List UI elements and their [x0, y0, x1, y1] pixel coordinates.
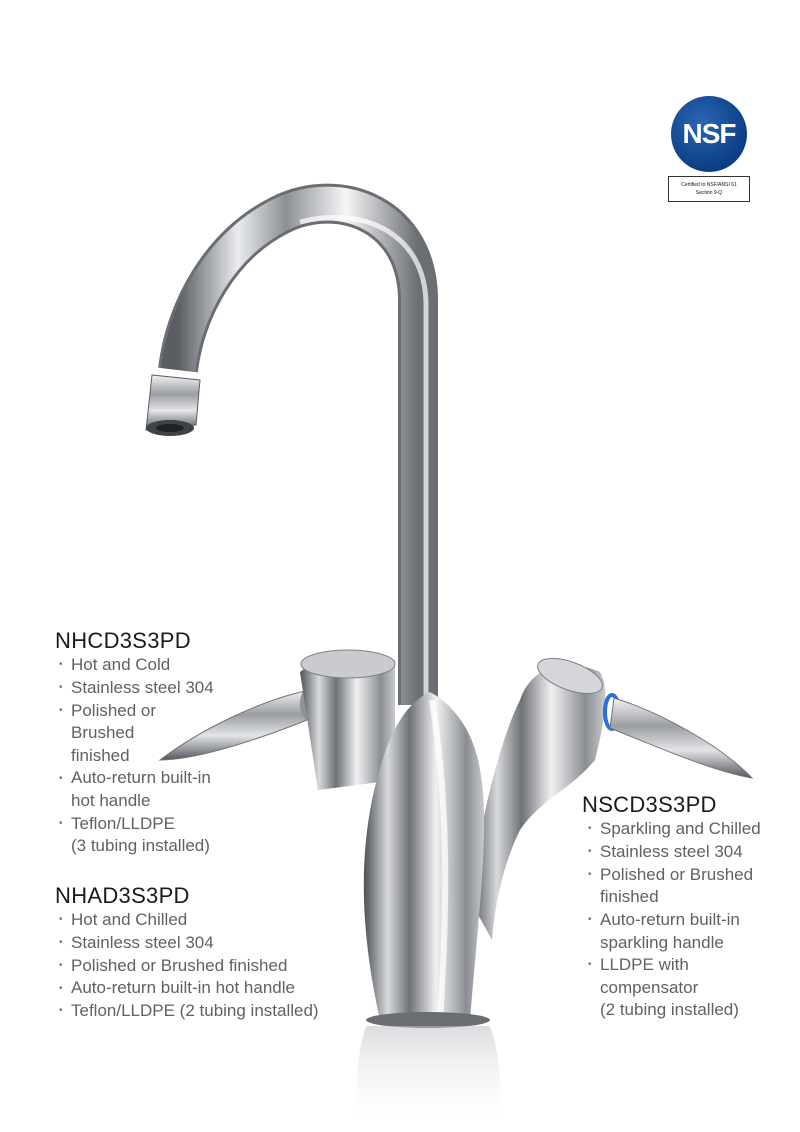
nsf-logo-text: NSF [682, 118, 736, 149]
feature-item: • Polished or Brushed [588, 864, 761, 887]
bullet-icon: • [59, 682, 63, 694]
feature-list [582, 818, 761, 1022]
nsf-certification-box [668, 176, 750, 202]
bullet-icon: • [59, 704, 63, 716]
feature-item: • Stainless steel 304 [59, 932, 319, 955]
model-title: NSCD3S3PD [582, 792, 717, 817]
model-title: NHAD3S3PD [55, 883, 190, 908]
feature-item: • Teflon/LLDPE (2 tubing installed) [59, 1000, 319, 1023]
feature-item: • Hot and Cold [59, 654, 214, 677]
feature-item: • Teflon/LLDPE [59, 813, 214, 836]
feature-item: • Auto-return built-in hot handle [59, 977, 319, 1000]
model-nhcd3s3pd [55, 628, 214, 858]
feature-list [55, 909, 319, 1023]
model-title: NHCD3S3PD [55, 628, 191, 653]
bullet-icon: • [588, 846, 592, 858]
bullet-icon: • [59, 772, 63, 784]
feature-item-continued: sparkling handle [600, 932, 724, 952]
feature-list [55, 654, 214, 858]
bullet-icon: • [59, 659, 63, 671]
feature-item: • Auto-return built-in [59, 767, 214, 790]
bullet-icon: • [59, 1005, 63, 1017]
bullet-icon: • [59, 937, 63, 949]
feature-item: • Auto-return built-in [588, 909, 761, 932]
bullet-icon: • [588, 823, 592, 835]
bullet-icon: • [588, 914, 592, 926]
feature-item-continued: Brushed [71, 723, 135, 743]
feature-item-continued: (3 tubing installed) [71, 836, 210, 856]
bullet-icon: • [588, 959, 592, 971]
nsf-certification-logo [668, 96, 750, 204]
feature-item-continued: (2 tubing installed) [600, 1000, 739, 1020]
feature-item: • Sparkling and Chilled [588, 818, 761, 841]
feature-item-continued: finished [600, 887, 659, 907]
bullet-icon: • [59, 914, 63, 926]
bullet-icon: • [59, 959, 63, 971]
bullet-icon: • [59, 817, 63, 829]
model-nhad3s3pd [55, 883, 319, 1023]
feature-item-continued: compensator [600, 977, 699, 997]
feature-item: • LLDPE with [588, 954, 761, 977]
bullet-icon: • [588, 868, 592, 880]
feature-item: • Hot and Chilled [59, 909, 319, 932]
feature-item-continued: finished [71, 745, 130, 765]
feature-item-continued: hot handle [71, 791, 151, 811]
nsf-badge-icon [671, 96, 747, 172]
feature-item: • Polished or [59, 700, 214, 723]
model-nscd3s3pd [582, 792, 761, 1022]
bullet-icon: • [59, 982, 63, 994]
feature-item: • Stainless steel 304 [59, 677, 214, 700]
nsf-cert-line-2: Section 9-Q [695, 190, 723, 196]
nsf-cert-line-1: Certified to NSF/ANSI 61 [681, 182, 737, 188]
feature-item: • Stainless steel 304 [588, 841, 761, 864]
feature-item: • Polished or Brushed finished [59, 955, 319, 978]
